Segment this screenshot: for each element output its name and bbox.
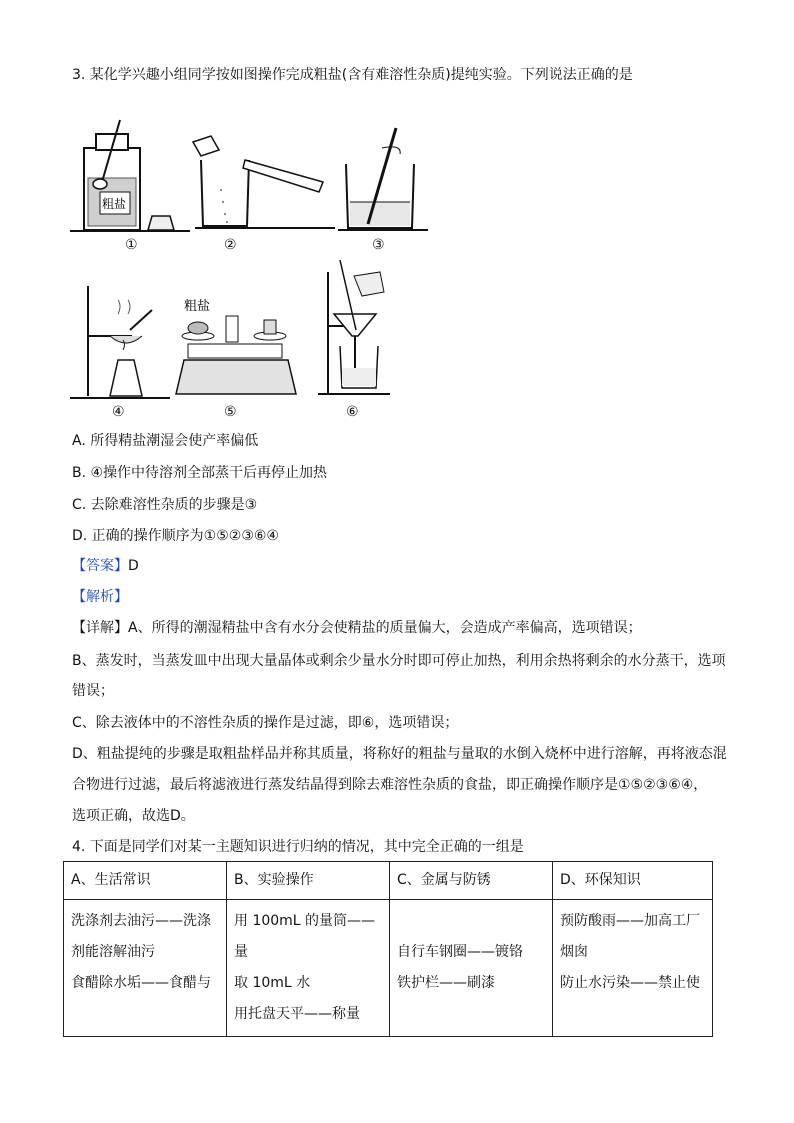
balance-label-text: 粗盐	[184, 299, 211, 314]
cell-b-line: 用 100mL 的量筒——量	[234, 913, 376, 960]
cell-a	[64, 900, 227, 1037]
explain-line-4: C、除去液体中的不溶性杂质的操作是过滤，即⑥，选项错误；	[72, 715, 459, 731]
cell-c-line: 自行车钢圈——镀铬	[397, 944, 523, 960]
cell-c	[390, 900, 553, 1037]
answer-value: D	[128, 558, 139, 574]
figure-label-4: ④	[112, 404, 125, 420]
analysis-tag: 【解析】	[72, 589, 128, 605]
option-a: A. 所得精盐潮湿会使产率偏低	[72, 433, 259, 449]
figure-4-evaporation	[70, 284, 170, 400]
cell-c-line: 铁护栏——刷漆	[397, 975, 495, 991]
figure-2-pouring	[185, 130, 335, 230]
explain-line-5: D、粗盐提纯的步骤是取粗盐样品并称其质量，将称好的粗盐与量取的水倒入烧杯中进行溶解，再将液态混	[72, 746, 727, 762]
explain-line-7: 选项正确，故选D。	[72, 808, 195, 824]
cell-d-line: 烟囱	[560, 944, 588, 960]
figure-5-balance	[172, 298, 300, 398]
header-d: D、环保知识	[553, 862, 713, 900]
table-header-row	[64, 862, 713, 900]
cell-b-line: 用托盘天平——称量	[234, 1006, 360, 1022]
explain-line-1: 【详解】A、所得的潮湿精盐中含有水分会使精盐的质量偏大，会造成产率偏高，选项错误；	[72, 620, 642, 636]
cell-a-line: 洗涤剂去油污——洗涤	[71, 913, 211, 929]
figure-label-5: ⑤	[224, 404, 237, 420]
answer-tag: 【答案】	[72, 558, 128, 574]
header-b: B、实验操作	[227, 862, 390, 900]
figure-label-3: ③	[372, 237, 385, 253]
cell-d-line: 防止水污染——禁止使	[560, 975, 700, 991]
question-3-stem: 3. 某化学兴趣小组同学按如图操作完成粗盐(含有难溶性杂质)提纯实验。下列说法正确的是	[72, 67, 633, 83]
explain-line-2: B、蒸发时，当蒸发皿中出现大量晶体或剩余少量水分时即可停止加热，利用余热将剩余的水分蒸干，选项	[72, 653, 726, 669]
figure-label-2: ②	[224, 237, 237, 253]
figure-label-1: ①	[125, 237, 138, 253]
option-b: B. ④操作中待溶剂全部蒸干后再停止加热	[72, 465, 328, 481]
cell-a-line: 食醋除水垢——食醋与	[71, 975, 211, 991]
explain-line-6: 合物进行过滤，最后将滤液进行蒸发结晶得到除去难溶性杂质的食盐，即正确操作顺序是①⑤②③⑥④，	[72, 777, 708, 793]
question-4-stem: 4. 下面是同学们对某一主题知识进行归纳的情况，其中完全正确的一组是	[72, 839, 524, 855]
header-a: A、生活常识	[64, 862, 227, 900]
cell-d	[553, 900, 713, 1037]
explain-line-3: 错误；	[72, 683, 114, 699]
figure-3-dissolving	[338, 124, 428, 232]
table-row	[64, 900, 713, 1037]
header-c: C、金属与防锈	[390, 862, 553, 900]
figure-1-weighing-jar	[70, 118, 190, 233]
answer-line	[72, 555, 139, 577]
figure-label-6: ⑥	[346, 404, 359, 420]
cell-b-line: 取 10mL 水	[234, 975, 311, 991]
option-c: C. 去除难溶性杂质的步骤是③	[72, 497, 258, 513]
jar-label-text: 粗盐	[102, 197, 127, 211]
cell-b	[227, 900, 390, 1037]
knowledge-table	[63, 861, 713, 1037]
cell-a-line: 剂能溶解油污	[71, 944, 155, 960]
cell-d-line: 预防酸雨——加高工厂	[560, 913, 700, 929]
figure-6-filtration	[314, 256, 394, 398]
option-d: D. 正确的操作顺序为①⑤②③⑥④	[72, 528, 279, 544]
